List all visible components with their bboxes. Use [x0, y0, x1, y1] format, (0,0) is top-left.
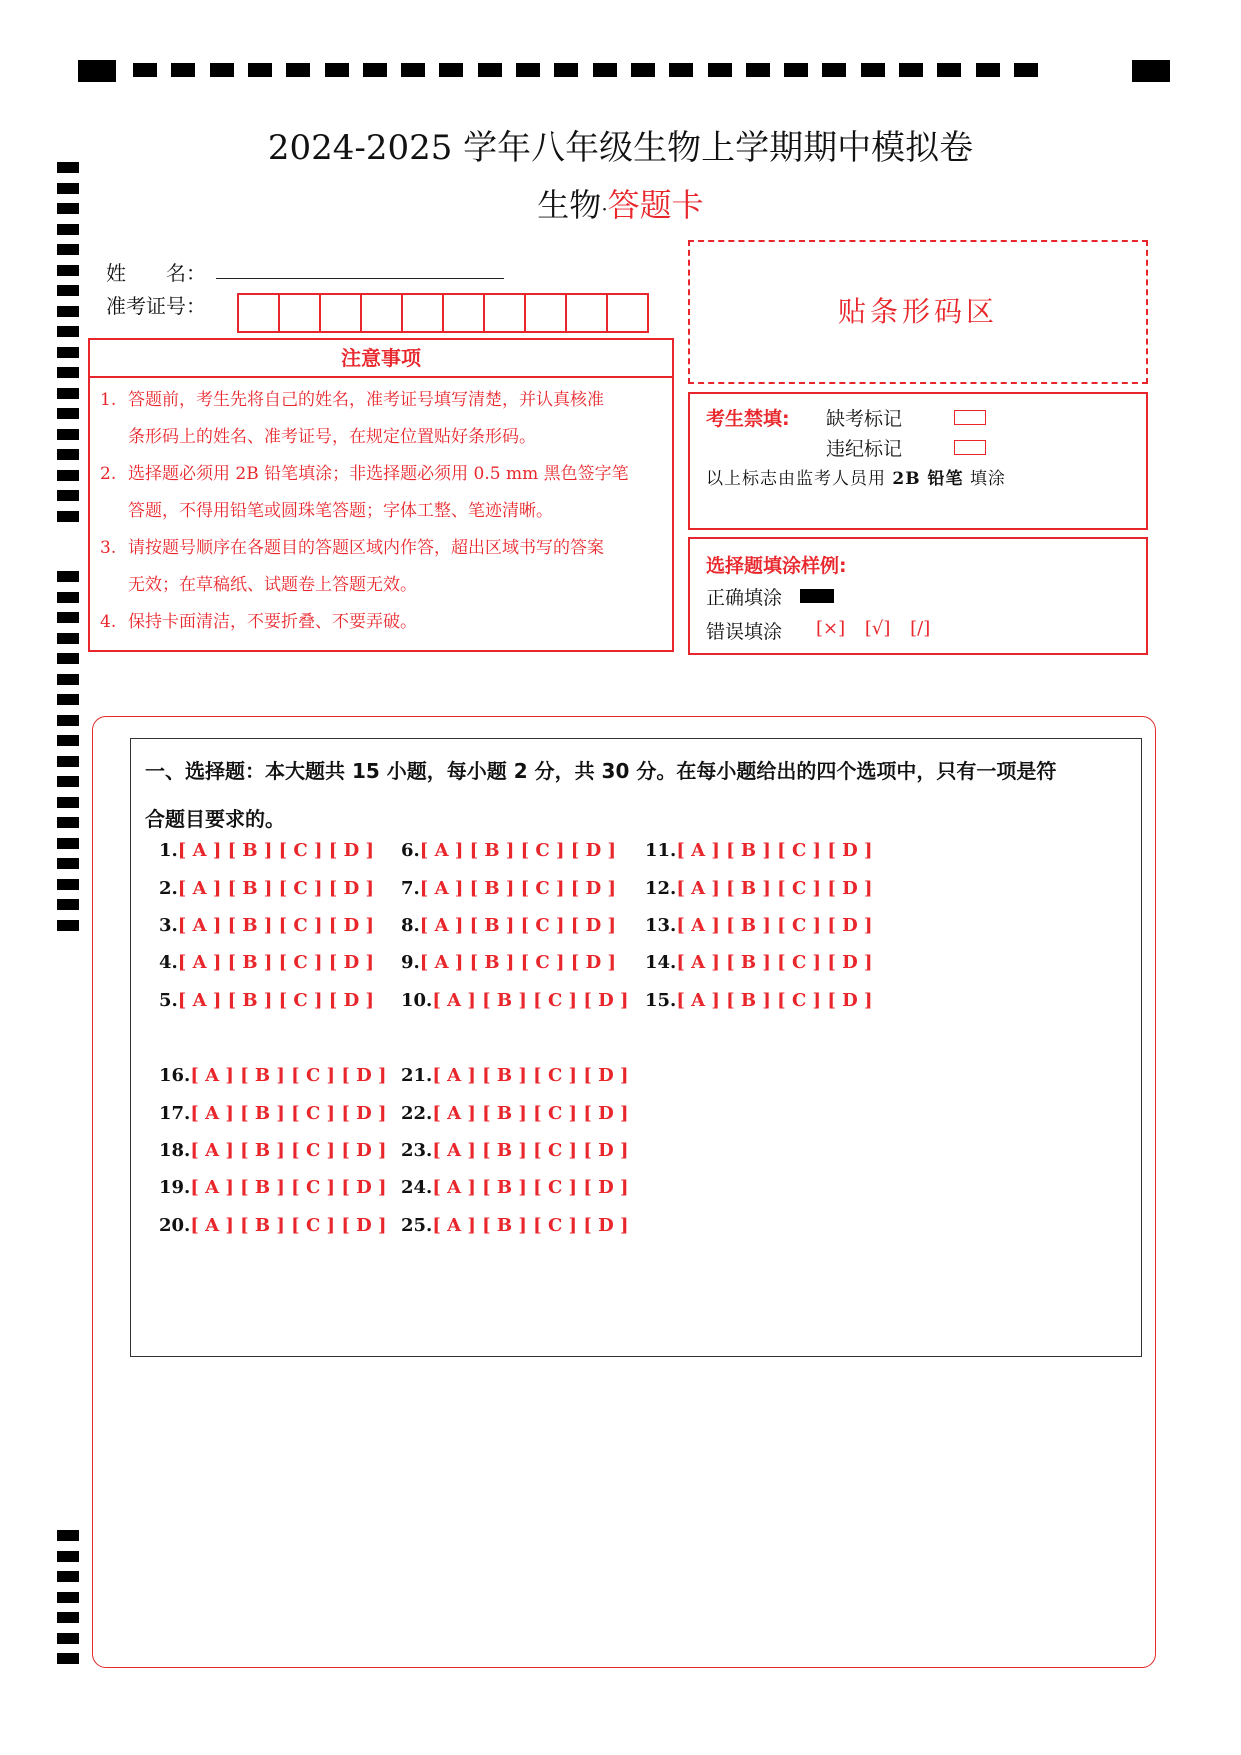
answer-options[interactable]: [ A ] [ B ] [ C ] [ D ]: [676, 840, 873, 861]
question-item[interactable]: [645, 952, 873, 973]
answer-card-label: 答题卡: [607, 186, 704, 224]
timing-mark: [631, 63, 655, 77]
question-number: 22.: [401, 1103, 433, 1124]
question-item[interactable]: [401, 952, 616, 973]
question-item[interactable]: [159, 1215, 387, 1236]
question-item[interactable]: [401, 915, 616, 936]
timing-mark: [57, 612, 79, 623]
timing-mark: [57, 1653, 79, 1664]
timing-mark: [57, 817, 79, 828]
question-number: 2.: [159, 878, 178, 899]
notice-item: [100, 456, 666, 530]
timing-mark: [171, 63, 195, 77]
timing-mark: [57, 899, 79, 910]
timing-mark: [57, 265, 79, 276]
notice-item-text: 请按题号顺序在各题目的答题区域内作答，超出区域书写的答案: [128, 538, 604, 558]
question-number: 19.: [159, 1177, 191, 1198]
wrong-mark: [/]: [910, 618, 931, 639]
timing-mark: [57, 1551, 79, 1562]
timing-mark: [669, 63, 693, 77]
notice-item: [100, 604, 666, 641]
correct-fill-mark: [800, 589, 834, 603]
wrong-fill-marks: [816, 618, 930, 639]
id-digit-box[interactable]: [608, 295, 647, 331]
answer-options[interactable]: [ A ] [ B ] [ C ] [ D ]: [432, 1177, 629, 1198]
timing-mark: [286, 63, 310, 77]
timing-mark: [57, 470, 79, 481]
timing-mark: [57, 694, 79, 705]
notice-body: [88, 376, 674, 652]
answer-options[interactable]: [ A ] [ B ] [ C ] [ D ]: [676, 952, 873, 973]
question-number: 5.: [159, 990, 178, 1011]
timing-mark: [57, 858, 79, 869]
id-digit-box[interactable]: [444, 295, 485, 331]
notice-heading: 注意事项: [88, 338, 674, 378]
answer-options[interactable]: [ A ] [ B ] [ C ] [ D ]: [177, 840, 374, 861]
answer-options[interactable]: [ A ] [ B ] [ C ] [ D ]: [419, 840, 616, 861]
timing-mark: [57, 633, 79, 644]
timing-mark: [708, 63, 732, 77]
timing-mark: [57, 920, 79, 931]
wrong-fill-label: 错误填涂: [706, 621, 783, 643]
section-title-line: 一、选择题：本大题共 15 小题，每小题 2 分，共 30 分。在每小题给出的四个选项中，只有一项是符: [145, 759, 1057, 783]
answer-options[interactable]: [ A ] [ B ] [ C ] [ D ]: [177, 952, 374, 973]
proctor-note-text: 以上标志由监考人员用: [706, 469, 886, 489]
question-number: 20.: [159, 1215, 191, 1236]
question-item[interactable]: [159, 1065, 387, 1086]
question-item[interactable]: [645, 878, 873, 899]
question-number: 10.: [401, 990, 433, 1011]
id-digit-box[interactable]: [403, 295, 444, 331]
question-item[interactable]: [159, 878, 374, 899]
timing-mark: [593, 63, 617, 77]
question-number: 7.: [401, 878, 420, 899]
question-item[interactable]: [401, 1103, 629, 1124]
answer-options[interactable]: [ A ] [ B ] [ C ] [ D ]: [432, 1103, 629, 1124]
notice-item-text: 选择题必须用 2B 铅笔填涂；非选择题必须用 0.5 mm 黑色签字笔: [128, 464, 629, 484]
timing-mark: [57, 306, 79, 317]
timing-mark: [133, 63, 157, 77]
question-number: 15.: [645, 990, 677, 1011]
id-digit-box[interactable]: [567, 295, 608, 331]
fill-sample-box: [688, 537, 1148, 655]
timing-mark: [861, 63, 885, 77]
section-title: [145, 747, 1125, 843]
timing-mark: [57, 735, 79, 746]
timing-mark: [57, 592, 79, 603]
question-item[interactable]: [401, 1065, 629, 1086]
timing-mark: [57, 715, 79, 726]
question-item[interactable]: [645, 990, 873, 1011]
id-digit-box[interactable]: [239, 295, 280, 331]
question-number: 8.: [401, 915, 420, 936]
question-number: 17.: [159, 1103, 191, 1124]
id-digit-box[interactable]: [280, 295, 321, 331]
question-number: 4.: [159, 952, 178, 973]
question-number: 24.: [401, 1177, 433, 1198]
notice-item-number: 4.: [100, 612, 117, 632]
timing-mark: [57, 797, 79, 808]
timing-mark: [976, 63, 1000, 77]
question-item[interactable]: [401, 1140, 629, 1161]
timing-mark: [516, 63, 540, 77]
question-number: 14.: [645, 952, 677, 973]
id-digit-box[interactable]: [321, 295, 362, 331]
timing-mark: [57, 1612, 79, 1623]
timing-mark: [57, 326, 79, 337]
answer-options[interactable]: [ A ] [ B ] [ C ] [ D ]: [432, 990, 629, 1011]
choice-section: [130, 738, 1142, 1357]
proctor-heading: 考生禁填:: [706, 408, 790, 430]
question-item[interactable]: [159, 1140, 387, 1161]
question-item[interactable]: [401, 1177, 629, 1198]
question-number: 12.: [645, 878, 677, 899]
proctor-note-bold: 2B 铅笔: [892, 469, 964, 489]
question-number: 1.: [159, 840, 178, 861]
id-digit-box[interactable]: [362, 295, 403, 331]
answer-options[interactable]: [ A ] [ B ] [ C ] [ D ]: [190, 1177, 387, 1198]
timing-mark: [248, 63, 272, 77]
violation-mark-label: 违纪标记: [826, 438, 903, 460]
question-item[interactable]: [159, 915, 374, 936]
answer-options[interactable]: [ A ] [ B ] [ C ] [ D ]: [432, 1215, 629, 1236]
wrong-mark: [√]: [864, 618, 891, 639]
timing-mark: [57, 1633, 79, 1644]
timing-mark: [57, 388, 79, 399]
name-field[interactable]: [216, 278, 504, 279]
page-subtitle: [0, 185, 1241, 229]
sample-heading: 选择题填涂样例:: [706, 555, 847, 577]
answer-options[interactable]: [ A ] [ B ] [ C ] [ D ]: [432, 1065, 629, 1086]
absent-mark-label: 缺考标记: [826, 408, 903, 430]
question-item[interactable]: [401, 1215, 629, 1236]
answer-options[interactable]: [ A ] [ B ] [ C ] [ D ]: [419, 952, 616, 973]
answer-options[interactable]: [ A ] [ B ] [ C ] [ D ]: [177, 878, 374, 899]
timing-mark: [57, 1592, 79, 1603]
timing-mark: [57, 571, 79, 582]
id-digit-box[interactable]: [526, 295, 567, 331]
timing-mark: [784, 63, 808, 77]
timing-mark: [78, 60, 116, 82]
timing-mark: [57, 653, 79, 664]
exam-id-boxes[interactable]: [237, 293, 649, 333]
question-item[interactable]: [159, 990, 374, 1011]
question-number: 9.: [401, 952, 420, 973]
timing-mark: [57, 879, 79, 890]
question-number: 21.: [401, 1065, 433, 1086]
timing-mark: [937, 63, 961, 77]
answer-options[interactable]: [ A ] [ B ] [ C ] [ D ]: [676, 915, 873, 936]
timing-mark: [325, 63, 349, 77]
timing-mark: [1132, 60, 1170, 82]
question-number: 16.: [159, 1065, 191, 1086]
notice-item: [100, 382, 666, 456]
timing-mark: [57, 367, 79, 378]
timing-mark: [439, 63, 463, 77]
timing-mark: [57, 429, 79, 440]
timing-mark: [57, 285, 79, 296]
violation-mark-box[interactable]: [954, 440, 986, 455]
notice-item-number: 2.: [100, 464, 117, 484]
timing-mark: [899, 63, 923, 77]
answer-options[interactable]: [ A ] [ B ] [ C ] [ D ]: [432, 1140, 629, 1161]
subject-label: 生物: [537, 186, 602, 224]
question-item[interactable]: [159, 952, 374, 973]
timing-mark: [57, 776, 79, 787]
timing-mark: [57, 347, 79, 358]
notice-item-text: 答题，不得用铅笔或圆珠笔答题；字体工整、笔迹清晰。: [128, 501, 553, 521]
answer-options[interactable]: [ A ] [ B ] [ C ] [ D ]: [190, 1103, 387, 1124]
proctor-note: [706, 464, 1006, 489]
question-number: 23.: [401, 1140, 433, 1161]
timing-mark: [57, 1530, 79, 1541]
answer-options[interactable]: [ A ] [ B ] [ C ] [ D ]: [190, 1065, 387, 1086]
question-item[interactable]: [401, 878, 616, 899]
notice-item-text: 答题前，考生先将自己的姓名，准考证号填写清楚，并认真核准: [128, 390, 604, 410]
timing-mark: [554, 63, 578, 77]
notice-item-number: 3.: [100, 538, 117, 558]
notice-item-number: 1.: [100, 390, 117, 410]
barcode-area: 贴条形码区: [688, 240, 1148, 384]
timing-mark: [57, 511, 79, 522]
question-item[interactable]: [159, 840, 374, 861]
notice-item-text: 条形码上的姓名、准考证号，在规定位置贴好条形码。: [128, 427, 536, 447]
timing-mark: [1014, 63, 1038, 77]
question-number: 3.: [159, 915, 178, 936]
timing-mark: [57, 449, 79, 460]
notice-item: [100, 530, 666, 604]
proctor-note-text: 填涂: [969, 469, 1006, 489]
timing-mark: [57, 1571, 79, 1582]
section-title-line: 合题目要求的。: [145, 807, 285, 831]
notice-item-text: 无效；在草稿纸、试题卷上答题无效。: [128, 575, 417, 595]
notice-item-text: 保持卡面清洁，不要折叠、不要弄破。: [128, 612, 417, 632]
correct-fill-label: 正确填涂: [706, 587, 783, 609]
proctor-marks-box: [688, 392, 1148, 530]
name-label: 姓 名：: [106, 261, 206, 285]
timing-mark: [57, 490, 79, 501]
answer-options[interactable]: [ A ] [ B ] [ C ] [ D ]: [419, 915, 616, 936]
answer-options[interactable]: [ A ] [ B ] [ C ] [ D ]: [676, 990, 873, 1011]
question-number: 18.: [159, 1140, 191, 1161]
timing-mark: [57, 244, 79, 255]
timing-mark: [478, 63, 502, 77]
question-item[interactable]: [159, 1103, 387, 1124]
question-item[interactable]: [401, 840, 616, 861]
question-item[interactable]: [645, 840, 873, 861]
page-title: 2024-2025 学年八年级生物上学期期中模拟卷: [267, 128, 974, 168]
answer-options[interactable]: [ A ] [ B ] [ C ] [ D ]: [177, 990, 374, 1011]
id-label: 准考证号：: [106, 294, 206, 318]
wrong-mark: [×]: [816, 618, 846, 639]
question-number: 11.: [645, 840, 677, 861]
timing-mark: [363, 63, 387, 77]
timing-mark: [746, 63, 770, 77]
timing-mark: [210, 63, 234, 77]
answer-options[interactable]: [ A ] [ B ] [ C ] [ D ]: [190, 1140, 387, 1161]
answer-options[interactable]: [ A ] [ B ] [ C ] [ D ]: [419, 878, 616, 899]
timing-mark: [57, 756, 79, 767]
answer-options[interactable]: [ A ] [ B ] [ C ] [ D ]: [190, 1215, 387, 1236]
question-number: 6.: [401, 840, 420, 861]
id-digit-box[interactable]: [485, 295, 526, 331]
absent-mark-box[interactable]: [954, 410, 986, 425]
timing-mark: [57, 838, 79, 849]
timing-mark: [57, 408, 79, 419]
answer-options[interactable]: [ A ] [ B ] [ C ] [ D ]: [177, 915, 374, 936]
question-number: 13.: [645, 915, 677, 936]
answer-options[interactable]: [ A ] [ B ] [ C ] [ D ]: [676, 878, 873, 899]
timing-mark: [57, 674, 79, 685]
subtitle-separator: ·: [601, 197, 608, 221]
timing-mark: [822, 63, 846, 77]
question-item[interactable]: [159, 1177, 387, 1198]
timing-mark: [401, 63, 425, 77]
question-item[interactable]: [401, 990, 629, 1011]
question-number: 25.: [401, 1215, 433, 1236]
question-item[interactable]: [645, 915, 873, 936]
